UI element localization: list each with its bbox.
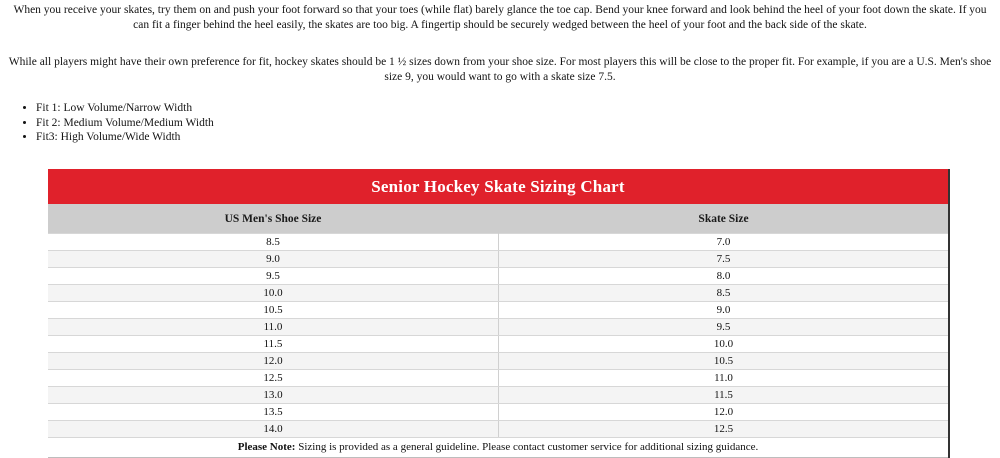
senior-hockey-skate-sizing-table	[48, 169, 950, 458]
cell-shoe-size: 9.5	[48, 268, 499, 285]
table-row	[48, 370, 949, 387]
table-title: Senior Hockey Skate Sizing Chart	[48, 169, 949, 204]
cell-skate-size: 10.0	[499, 336, 950, 353]
sizing-chart-container	[0, 169, 1000, 458]
cell-shoe-size: 11.5	[48, 336, 499, 353]
table-row	[48, 387, 949, 404]
cell-shoe-size: 10.5	[48, 302, 499, 319]
cell-shoe-size: 12.5	[48, 370, 499, 387]
list-item: • Fit 1: Low Volume/Narrow Width	[36, 102, 1000, 116]
cell-skate-size: 10.5	[499, 353, 950, 370]
cell-shoe-size: 8.5	[48, 234, 499, 251]
cell-shoe-size: 11.0	[48, 319, 499, 336]
column-header-us-mens-shoe-size: US Men's Shoe Size	[48, 204, 499, 234]
table-row	[48, 404, 949, 421]
column-header-skate-size: Skate Size	[499, 204, 950, 234]
cell-shoe-size: 13.0	[48, 387, 499, 404]
cell-shoe-size: 10.0	[48, 285, 499, 302]
cell-skate-size: 8.0	[499, 268, 950, 285]
sizing-note	[48, 438, 949, 458]
cell-skate-size: 11.5	[499, 387, 950, 404]
cell-shoe-size: 13.5	[48, 404, 499, 421]
table-row	[48, 336, 949, 353]
table-row	[48, 353, 949, 370]
list-item: • Fit3: High Volume/Wide Width	[36, 131, 1000, 145]
table-row	[48, 421, 949, 438]
cell-shoe-size: 9.0	[48, 251, 499, 268]
table-header-row	[48, 204, 949, 234]
cell-skate-size: 8.5	[499, 285, 950, 302]
cell-skate-size: 9.5	[499, 319, 950, 336]
table-row	[48, 302, 949, 319]
table-row	[48, 285, 949, 302]
intro-paragraph-sizing-rule: While all players might have their own preference for fit, hockey skates should be 1 ½ sizes down from your shoe size. For most players this will be close to the proper fit. For example, if you are a U.S. Men's shoe size 9, you would want to go with a skate size 7.5.	[8, 55, 992, 83]
cell-skate-size: 9.0	[499, 302, 950, 319]
table-note-row	[48, 438, 949, 458]
cell-skate-size: 12.5	[499, 421, 950, 438]
table-row	[48, 251, 949, 268]
cell-skate-size: 12.0	[499, 404, 950, 421]
cell-skate-size: 7.0	[499, 234, 950, 251]
intro-paragraph-fit-check: When you receive your skates, try them on and push your foot forward so that your toes (while flat) barely glance the toe cap. Bend your knee forward and look behind the heel of your foot down the skate. If you can fit a finger behind the heel easily, the skates are too big. A fingertip should be securely wedged between the heel of your foot and the back side of the skate.	[13, 4, 987, 31]
cell-skate-size: 7.5	[499, 251, 950, 268]
list-item: • Fit 2: Medium Volume/Medium Width	[36, 117, 1000, 131]
cell-shoe-size: 12.0	[48, 353, 499, 370]
table-title-row	[48, 169, 949, 204]
table-row	[48, 234, 949, 251]
table-row	[48, 319, 949, 336]
sizing-note-label: Please Note:	[237, 441, 296, 454]
table-row	[48, 268, 949, 285]
fit-volume-list	[0, 102, 1000, 145]
sizing-note-text: Sizing is provided as a general guideline. Please contact customer service for additional sizing guidance.	[295, 441, 759, 454]
cell-skate-size: 11.0	[499, 370, 950, 387]
cell-shoe-size: 14.0	[48, 421, 499, 438]
